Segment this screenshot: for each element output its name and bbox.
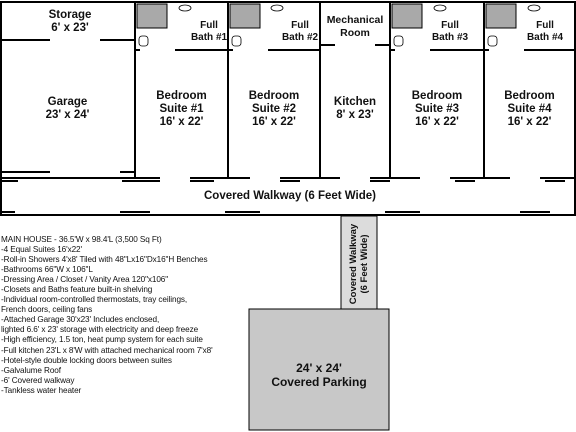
sink-3 — [434, 5, 446, 11]
bedroom-suite-4-label: Bedroom Suite #4 16' x 22' — [504, 90, 555, 128]
toilet-2 — [232, 36, 241, 46]
sink-1 — [179, 5, 191, 11]
note-line: -Roll-in Showers 4'x8' Tiled with 48"Lx16"Dx16"H Benches — [1, 255, 208, 265]
covered-walkway-label: Covered Walkway (6 Feet Wide) — [203, 190, 377, 202]
bath-3-label: Full Bath #3 — [431, 20, 469, 43]
note-line: -Closets and Baths feature built-in shelving — [1, 285, 153, 295]
shower-1 — [137, 4, 167, 28]
note-line: MAIN HOUSE - 36.5'W x 98.4'L (3,500 Sq Ft) — [1, 235, 162, 244]
vertical-walkway-label: Covered Walkway (6 Feet Wide) — [348, 223, 370, 305]
note-line: -Dressing Area / Closet / Vanity Area 120"x106" — [1, 275, 169, 285]
parking-label: 24' x 24' Covered Parking — [271, 361, 367, 389]
note-line: -Hotel-style double locking doors between suites — [1, 355, 172, 365]
note-line: -Attached Garage 30'x23' Includes enclosed, — [1, 315, 160, 325]
note-line: -Galvalume Roof — [1, 365, 61, 375]
bath-2-label: Full Bath #2 — [281, 20, 319, 43]
kitchen-label: Kitchen 8' x 23' — [333, 96, 377, 121]
bedroom-suite-1-label: Bedroom Suite #1 16' x 22' — [156, 90, 207, 128]
note-line: lighted 6.6' x 23' storage with electricity and deep freeze — [1, 325, 199, 335]
bedroom-suite-2-label: Bedroom Suite #2 16' x 22' — [248, 90, 300, 128]
note-line: -Full kitchen 23'L x 8'W with attached mechanical room 7'x8' — [1, 345, 213, 355]
note-line: -High efficiency, 1.5 ton, heat pump system for each suite — [1, 335, 203, 345]
note-line: -4 Equal Suites 16'x22' — [1, 245, 82, 255]
sink-2 — [271, 5, 283, 11]
garage-label: Garage 23' x 24' — [45, 96, 90, 121]
shower-2 — [230, 4, 260, 28]
shower-3 — [392, 4, 422, 28]
toilet-1 — [139, 36, 148, 46]
mechanical-room-label: Mechanical Room — [326, 14, 384, 39]
storage-label: Storage 6' x 23' — [48, 9, 92, 34]
sink-4 — [528, 5, 540, 11]
note-line: French doors, ceiling fans — [1, 305, 93, 315]
toilet-3 — [394, 36, 403, 46]
toilet-4 — [488, 36, 497, 46]
bedroom-suite-3-label: Bedroom Suite #3 16' x 22' — [411, 90, 463, 128]
spec-notes — [1, 235, 251, 396]
bath-4-label: Full Bath #4 — [526, 20, 564, 43]
note-line: -Tankless water heater — [1, 385, 82, 395]
note-line: -6' Covered walkway — [1, 375, 75, 385]
note-line: -Individual room-controlled thermostats, tray ceilings, — [1, 295, 188, 305]
bath-1-label: Full Bath #1 — [190, 20, 228, 43]
note-line: -Bathrooms 66"W x 106"L — [1, 265, 93, 275]
shower-4 — [486, 4, 516, 28]
